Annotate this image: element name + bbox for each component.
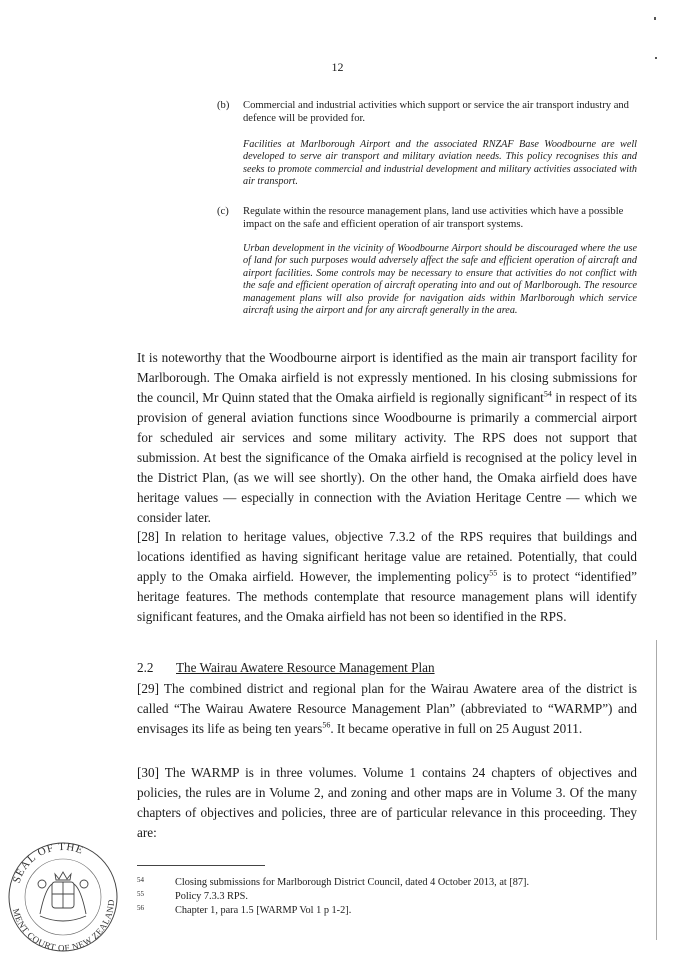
seal-bottom-text: MENT COURT OF NEW ZEALAND [10,898,117,954]
list-item-label: (b) [217,100,230,111]
footnote-text: Policy 7.3.3 RPS. [175,891,248,902]
list-item-text: Commercial and industrial activities which support or service the air transport industry and defence will be provided for. [243,100,629,124]
explanation-c: Urban development in the vicinity of Woodbourne Airport should be discouraged where the use of land for such purposes would adversely affect the safe and efficient operation of aircraft and airport facilities. Some controls may be necessary to ensure that activities do not conflict with the safe and efficient operation of aircraft operating into and out of Marlborough. The resource management plans will also provide for navigation aids within Marlborough which service aircraft using the airport and for any aircraft generally in the area. [243,243,637,317]
section-title: The Wairau Awatere Resource Management Plan [176,660,435,675]
scan-mark [654,17,656,20]
paragraph-text: [28] In relation to heritage values, objective 7.3.2 of the RPS requires that buildings and locations identified as having significant heritage value are retained. Potentially, that could apply to the Omaka airfield. However, the implementing policy [137,529,637,584]
paragraph-text: It is noteworthy that the Woodbourne airport is identified as the main air transport facility for Marlborough. The Omaka airfield is not expressly mentioned. In his closing submissions for the council, Mr Quinn stated that the Omaka airfield is regionally significant [137,350,637,405]
paragraph-text: in respect of its provision of general aviation functions since Woodbourne is primarily a commercial airport for scheduled air services and some military activity. The RPS does not support that submission. At best the significance of the Omaka airfield is recognised at the policy level in the District Plan, (as we will see shortly). On the other hand, the Omaka airfield does have heritage values — especially in connection with the Aviation Heritage Centre — which we consider later. [137,390,637,525]
coat-of-arms-icon [38,872,88,921]
footnote-ref: 54 [543,389,552,399]
paragraph-text: is to protect “identified” heritage features. The methods contemplate that resource management plans will identify significant features, and the Omaka airfield has not been so identified in the RPS. [137,569,637,624]
paragraph-text: [29] The combined district and regional plan for the Wairau Awatere area of the district is called “The Wairau Awatere Resource Management Plan” (abbreviated to “WARMP”) and envisages its life as being ten years [137,681,637,736]
paragraph-28 [137,527,637,627]
svg-text:SEAL OF THE [11,841,85,885]
margin-line [656,640,657,940]
explanation-b: Facilities at Marlborough Airport and the associated RNZAF Base Woodbourne are well developed to serve air transport and military aviation needs. This policy recognises this and seeks to promote commercial and industrial development and military activities associated with air transport. [243,139,637,188]
footnote-ref: 56 [322,720,331,730]
footnote-number: 55 [137,890,144,898]
list-item-label: (c) [217,206,229,217]
paragraph-29 [137,679,637,739]
section-number: 2.2 [137,660,154,675]
court-seal-stamp [0,832,126,955]
list-item-text: Regulate within the resource management plans, land use activities which have a possible impact on the safe and efficient operation of air transport systems. [243,206,624,230]
footnote-number: 56 [137,904,144,912]
footnote-divider [137,865,265,866]
seal-top-text: SEAL OF THE [10,840,86,885]
page-number: 12 [331,60,344,74]
footnote-text: Closing submissions for Marlborough District Council, dated 4 October 2013, at [87]. [175,877,530,888]
footnote-number: 54 [137,876,144,884]
paragraph-noteworthy [137,348,637,528]
footnote-text: Chapter 1, para 1.5 [WARMP Vol 1 p 1-2]. [175,905,352,916]
paragraph-30: [30] The WARMP is in three volumes. Volume 1 contains 24 chapters of objectives and policies, the rules are in Volume 2, and zoning and other maps are in Volume 3. Of the many chapters of objectives and policies, three are of particular relevance in this proceeding. They are: [137,765,637,840]
scan-mark [655,57,657,59]
paragraph-text: . It became operative in full on 25 August 2011. [330,721,583,736]
footnote-ref: 55 [489,568,498,578]
